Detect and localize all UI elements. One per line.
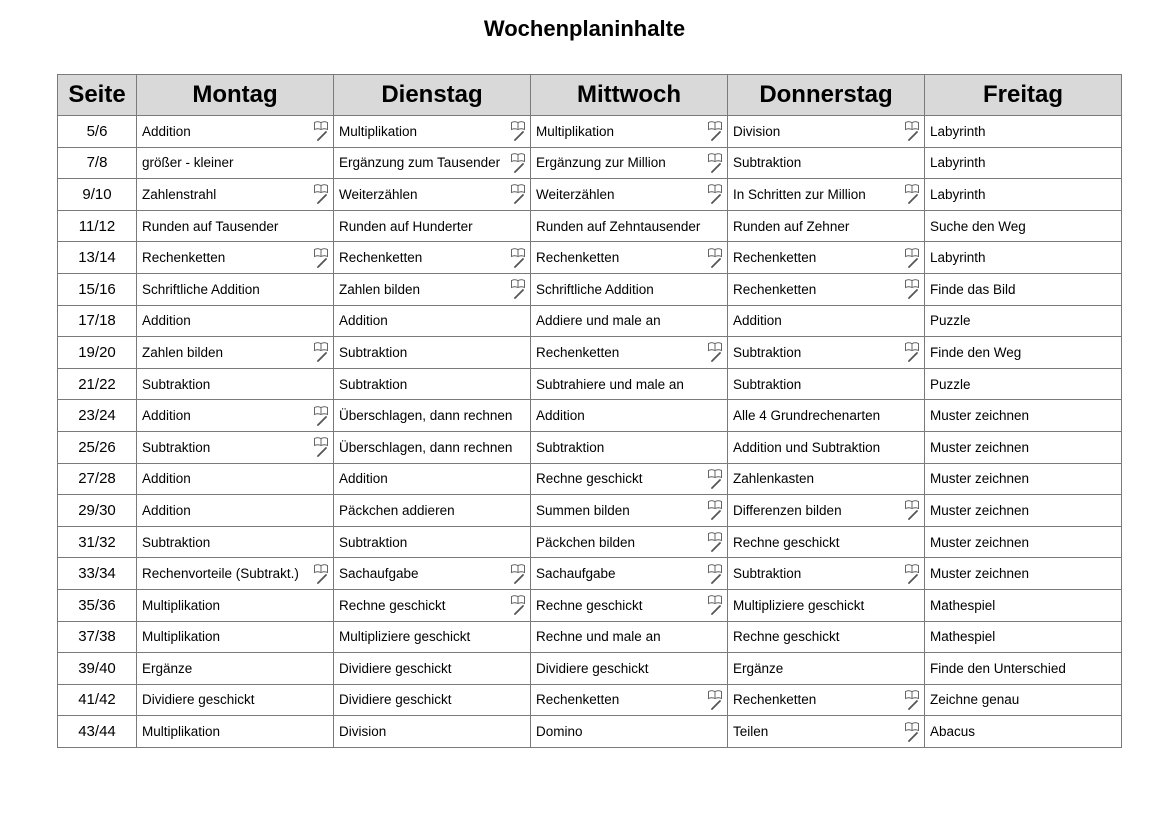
donnerstag-cell [728, 684, 925, 716]
cell-text: Multipliziere geschickt [339, 629, 471, 645]
freitag-cell [925, 495, 1122, 527]
book-pencil-icon [313, 246, 329, 270]
freitag-cell [925, 147, 1122, 179]
cell-text: Ergänze [142, 660, 193, 676]
freitag-cell [925, 589, 1122, 621]
dienstag-cell [334, 242, 531, 274]
mittwoch-cell [531, 653, 728, 685]
cell-text: Schriftliche Addition [536, 281, 654, 297]
freitag-cell [925, 684, 1122, 716]
cell-text: Rechenketten [339, 250, 423, 266]
book-pencil-icon [510, 182, 526, 206]
table-row [58, 653, 1122, 685]
table-row [58, 305, 1122, 337]
cell-text: Multiplikation [536, 123, 615, 139]
book-pencil-icon [510, 151, 526, 175]
freitag-cell [925, 305, 1122, 337]
montag-cell [137, 179, 334, 211]
donnerstag-cell [728, 305, 925, 337]
dienstag-cell [334, 116, 531, 148]
header-dienstag: Dienstag [334, 75, 531, 116]
cell-text: Mathespiel [930, 597, 996, 613]
montag-cell [137, 368, 334, 400]
table-row [58, 337, 1122, 369]
table-row [58, 273, 1122, 305]
dienstag-cell [334, 147, 531, 179]
montag-cell [137, 305, 334, 337]
cell-text: Zahlen bilden [339, 281, 421, 297]
cell-text: Puzzle [930, 376, 971, 392]
cell-text: Rechenvorteile (Subtrakt.) [142, 566, 299, 582]
cell-text: Runden auf Zehntausender [536, 218, 701, 234]
table-row [58, 431, 1122, 463]
mittwoch-cell [531, 431, 728, 463]
cell-text: Rechenketten [142, 250, 226, 266]
cell-text: Zahlen bilden [142, 344, 224, 360]
seite-cell: 9/10 [58, 179, 137, 211]
cell-text: Rechne geschickt [733, 534, 840, 550]
mittwoch-cell [531, 116, 728, 148]
mittwoch-cell [531, 273, 728, 305]
donnerstag-cell [728, 463, 925, 495]
book-pencil-icon [707, 562, 723, 586]
header-mittwoch: Mittwoch [531, 75, 728, 116]
cell-text: Teilen [733, 724, 769, 740]
cell-text: Differenzen bilden [733, 502, 842, 518]
dienstag-cell [334, 431, 531, 463]
dienstag-cell [334, 495, 531, 527]
freitag-cell [925, 716, 1122, 748]
cell-text: Überschlagen, dann rechnen [339, 408, 513, 424]
cell-text: größer - kleiner [142, 155, 234, 171]
cell-text: Rechenketten [536, 250, 620, 266]
seite-cell: 31/32 [58, 526, 137, 558]
cell-text: Subtraktion [339, 344, 408, 360]
table-row [58, 210, 1122, 242]
cell-text: In Schritten zur Million [733, 186, 866, 202]
cell-text: Multiplikation [142, 597, 221, 613]
book-pencil-icon [510, 562, 526, 586]
book-pencil-icon [510, 119, 526, 143]
cell-text: Finde den Unterschied [930, 660, 1066, 676]
montag-cell [137, 463, 334, 495]
table-row [58, 716, 1122, 748]
table-row [58, 242, 1122, 274]
book-pencil-icon [707, 182, 723, 206]
cell-text: Muster zeichnen [930, 471, 1030, 487]
freitag-cell [925, 116, 1122, 148]
cell-text: Muster zeichnen [930, 502, 1030, 518]
book-pencil-icon [707, 467, 723, 491]
book-pencil-icon [313, 404, 329, 428]
cell-text: Labyrinth [930, 155, 986, 171]
cell-text: Rechne und male an [536, 629, 661, 645]
book-pencil-icon [707, 119, 723, 143]
freitag-cell [925, 337, 1122, 369]
cell-text: Päckchen bilden [536, 534, 636, 550]
book-pencil-icon [904, 182, 920, 206]
cell-text: Addiere und male an [536, 313, 661, 329]
donnerstag-cell [728, 558, 925, 590]
seite-cell: 35/36 [58, 589, 137, 621]
donnerstag-cell [728, 589, 925, 621]
dienstag-cell [334, 684, 531, 716]
mittwoch-cell [531, 337, 728, 369]
seite-cell: 13/14 [58, 242, 137, 274]
cell-text: Subtrahiere und male an [536, 376, 684, 392]
cell-text: Ergänzung zur Million [536, 155, 666, 171]
cell-text: Runden auf Tausender [142, 218, 279, 234]
seite-cell: 43/44 [58, 716, 137, 748]
cell-text: Multiplikation [339, 123, 418, 139]
book-pencil-icon [313, 340, 329, 364]
page-title: Wochenplaninhalte [483, 16, 686, 41]
book-pencil-icon [904, 562, 920, 586]
cell-text: Zahlenstrahl [142, 186, 217, 202]
seite-cell: 25/26 [58, 431, 137, 463]
cell-text: Subtraktion [733, 566, 802, 582]
table-row [58, 179, 1122, 211]
cell-text: Addition und Subtraktion [733, 439, 881, 455]
book-pencil-icon [707, 593, 723, 617]
dienstag-cell [334, 589, 531, 621]
cell-text: Subtraktion [339, 376, 408, 392]
cell-text: Subtraktion [733, 155, 802, 171]
mittwoch-cell [531, 210, 728, 242]
montag-cell [137, 716, 334, 748]
mittwoch-cell [531, 400, 728, 432]
book-pencil-icon [904, 277, 920, 301]
cell-text: Dividiere geschickt [339, 692, 452, 708]
cell-text: Subtraktion [142, 376, 211, 392]
dienstag-cell [334, 273, 531, 305]
montag-cell [137, 116, 334, 148]
donnerstag-cell [728, 116, 925, 148]
cell-text: Labyrinth [930, 250, 986, 266]
dienstag-cell [334, 337, 531, 369]
table-row [58, 558, 1122, 590]
cell-text: Addition [142, 471, 191, 487]
seite-cell: 21/22 [58, 368, 137, 400]
cell-text: Addition [339, 471, 388, 487]
cell-text: Addition [733, 313, 782, 329]
donnerstag-cell [728, 273, 925, 305]
cell-text: Ergänze [733, 660, 784, 676]
cell-text: Rechne geschickt [339, 597, 446, 613]
table-row [58, 495, 1122, 527]
donnerstag-cell [728, 431, 925, 463]
cell-text: Zahlenkasten [733, 471, 815, 487]
donnerstag-cell [728, 716, 925, 748]
header-seite: Seite [58, 75, 137, 116]
cell-text: Division [733, 123, 781, 139]
montag-cell [137, 431, 334, 463]
seite-cell: 27/28 [58, 463, 137, 495]
mittwoch-cell [531, 147, 728, 179]
freitag-cell [925, 400, 1122, 432]
cell-text: Rechne geschickt [536, 471, 643, 487]
freitag-cell [925, 558, 1122, 590]
montag-cell [137, 242, 334, 274]
cell-text: Rechenketten [733, 281, 817, 297]
cell-text: Multiplikation [142, 724, 221, 740]
seite-cell: 37/38 [58, 621, 137, 653]
donnerstag-cell [728, 179, 925, 211]
cell-text: Subtraktion [142, 439, 211, 455]
donnerstag-cell [728, 368, 925, 400]
book-pencil-icon [904, 498, 920, 522]
donnerstag-cell [728, 526, 925, 558]
header-freitag: Freitag [925, 75, 1122, 116]
book-pencil-icon [313, 435, 329, 459]
cell-text: Subtraktion [142, 534, 211, 550]
freitag-cell [925, 431, 1122, 463]
book-pencil-icon [510, 246, 526, 270]
dienstag-cell [334, 210, 531, 242]
freitag-cell [925, 368, 1122, 400]
book-pencil-icon [510, 593, 526, 617]
dienstag-cell [334, 463, 531, 495]
donnerstag-cell [728, 337, 925, 369]
cell-text: Rechne geschickt [733, 629, 840, 645]
cell-text: Labyrinth [930, 123, 986, 139]
cell-text: Subtraktion [339, 534, 408, 550]
table-body [58, 116, 1122, 748]
book-pencil-icon [904, 720, 920, 744]
cell-text: Addition [142, 313, 191, 329]
dienstag-cell [334, 305, 531, 337]
freitag-cell [925, 242, 1122, 274]
dienstag-cell [334, 558, 531, 590]
freitag-cell [925, 273, 1122, 305]
cell-text: Mathespiel [930, 629, 996, 645]
cell-text: Runden auf Zehner [733, 218, 850, 234]
cell-text: Muster zeichnen [930, 534, 1030, 550]
book-pencil-icon [904, 688, 920, 712]
cell-text: Domino [536, 724, 583, 740]
dienstag-cell [334, 368, 531, 400]
seite-cell: 33/34 [58, 558, 137, 590]
dienstag-cell [334, 621, 531, 653]
cell-text: Dividiere geschickt [339, 660, 452, 676]
cell-text: Addition [339, 313, 388, 329]
mittwoch-cell [531, 621, 728, 653]
cell-text: Runden auf Hunderter [339, 218, 473, 234]
cell-text: Puzzle [930, 313, 971, 329]
montag-cell [137, 621, 334, 653]
montag-cell [137, 400, 334, 432]
cell-text: Dividiere geschickt [142, 692, 255, 708]
book-pencil-icon [904, 340, 920, 364]
donnerstag-cell [728, 400, 925, 432]
table-row [58, 116, 1122, 148]
freitag-cell [925, 463, 1122, 495]
book-pencil-icon [707, 246, 723, 270]
cell-text: Dividiere geschickt [536, 660, 649, 676]
cell-text: Muster zeichnen [930, 566, 1030, 582]
cell-text: Alle 4 Grundrechenarten [733, 408, 881, 424]
donnerstag-cell [728, 653, 925, 685]
cell-text: Multiplikation [142, 629, 221, 645]
book-pencil-icon [707, 498, 723, 522]
montag-cell [137, 526, 334, 558]
book-pencil-icon [313, 182, 329, 206]
table-row [58, 684, 1122, 716]
cell-text: Addition [142, 502, 191, 518]
donnerstag-cell [728, 147, 925, 179]
cell-text: Suche den Weg [930, 218, 1026, 234]
cell-text: Weiterzählen [536, 186, 615, 202]
book-pencil-icon [904, 246, 920, 270]
montag-cell [137, 210, 334, 242]
mittwoch-cell [531, 495, 728, 527]
dienstag-cell [334, 716, 531, 748]
mittwoch-cell [531, 242, 728, 274]
cell-text: Muster zeichnen [930, 408, 1030, 424]
cell-text: Muster zeichnen [930, 439, 1030, 455]
dienstag-cell [334, 179, 531, 211]
montag-cell [137, 495, 334, 527]
cell-text: Rechenketten [733, 692, 817, 708]
cell-text: Päckchen addieren [339, 502, 455, 518]
table-row [58, 526, 1122, 558]
freitag-cell [925, 621, 1122, 653]
cell-text: Abacus [930, 724, 976, 740]
mittwoch-cell [531, 589, 728, 621]
mittwoch-cell [531, 463, 728, 495]
cell-text: Finde das Bild [930, 281, 1016, 297]
freitag-cell [925, 653, 1122, 685]
dienstag-cell [334, 526, 531, 558]
seite-cell: 5/6 [58, 116, 137, 148]
book-pencil-icon [904, 119, 920, 143]
seite-cell: 7/8 [58, 147, 137, 179]
mittwoch-cell [531, 526, 728, 558]
cell-text: Addition [142, 123, 191, 139]
mittwoch-cell [531, 684, 728, 716]
book-pencil-icon [707, 688, 723, 712]
cell-text: Ergänzung zum Tausender [339, 155, 501, 171]
schedule-table [57, 74, 1122, 748]
montag-cell [137, 653, 334, 685]
table-row [58, 463, 1122, 495]
table-row [58, 147, 1122, 179]
seite-cell: 19/20 [58, 337, 137, 369]
freitag-cell [925, 526, 1122, 558]
cell-text: Subtraktion [536, 439, 605, 455]
table-row [58, 621, 1122, 653]
table-row [58, 589, 1122, 621]
seite-cell: 15/16 [58, 273, 137, 305]
book-pencil-icon [707, 340, 723, 364]
table-row [58, 368, 1122, 400]
donnerstag-cell [728, 495, 925, 527]
seite-cell: 39/40 [58, 653, 137, 685]
dienstag-cell [334, 400, 531, 432]
seite-cell: 17/18 [58, 305, 137, 337]
header-row [58, 75, 1122, 116]
dienstag-cell [334, 653, 531, 685]
montag-cell [137, 589, 334, 621]
montag-cell [137, 337, 334, 369]
seite-cell: 11/12 [58, 210, 137, 242]
cell-text: Subtraktion [733, 344, 802, 360]
donnerstag-cell [728, 621, 925, 653]
mittwoch-cell [531, 179, 728, 211]
cell-text: Weiterzählen [339, 186, 418, 202]
freitag-cell [925, 210, 1122, 242]
cell-text: Finde den Weg [930, 344, 1022, 360]
montag-cell [137, 273, 334, 305]
cell-text: Rechenketten [536, 692, 620, 708]
book-pencil-icon [313, 119, 329, 143]
book-pencil-icon [707, 530, 723, 554]
table-row [58, 400, 1122, 432]
cell-text: Addition [142, 408, 191, 424]
cell-text: Addition [536, 408, 585, 424]
cell-text: Multipliziere geschickt [733, 597, 865, 613]
mittwoch-cell [531, 716, 728, 748]
mittwoch-cell [531, 368, 728, 400]
header-montag: Montag [137, 75, 334, 116]
cell-text: Überschlagen, dann rechnen [339, 439, 513, 455]
mittwoch-cell [531, 305, 728, 337]
seite-cell: 41/42 [58, 684, 137, 716]
donnerstag-cell [728, 242, 925, 274]
cell-text: Subtraktion [733, 376, 802, 392]
header-donnerstag: Donnerstag [728, 75, 925, 116]
freitag-cell [925, 179, 1122, 211]
seite-cell: 29/30 [58, 495, 137, 527]
seite-cell: 23/24 [58, 400, 137, 432]
cell-text: Rechenketten [733, 250, 817, 266]
cell-text: Schriftliche Addition [142, 281, 260, 297]
book-pencil-icon [313, 562, 329, 586]
book-pencil-icon [707, 151, 723, 175]
donnerstag-cell [728, 210, 925, 242]
cell-text: Sachaufgabe [536, 566, 616, 582]
cell-text: Summen bilden [536, 502, 630, 518]
montag-cell [137, 684, 334, 716]
book-pencil-icon [510, 277, 526, 301]
cell-text: Rechenketten [536, 344, 620, 360]
cell-text: Labyrinth [930, 186, 986, 202]
mittwoch-cell [531, 558, 728, 590]
montag-cell [137, 558, 334, 590]
montag-cell [137, 147, 334, 179]
cell-text: Sachaufgabe [339, 566, 419, 582]
cell-text: Zeichne genau [930, 692, 1020, 708]
cell-text: Rechne geschickt [536, 597, 643, 613]
cell-text: Division [339, 724, 387, 740]
